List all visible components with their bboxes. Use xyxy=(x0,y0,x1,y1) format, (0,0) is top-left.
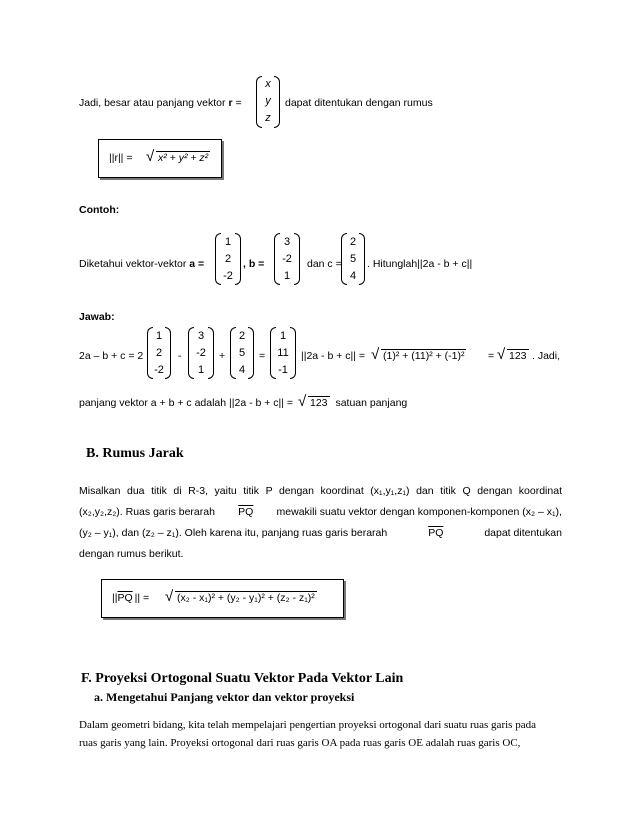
section-b-line-4: dengan rumus berikut. xyxy=(79,548,184,560)
jawab-matrix-3 xyxy=(230,327,254,379)
norm-r-radical: √ x² + y² + z² xyxy=(147,151,210,164)
norm-r-lhs: ||r|| = xyxy=(109,152,133,164)
m2-2: 1 xyxy=(197,364,205,376)
jawab-lhs: 2a – b + c = 2 xyxy=(79,350,144,362)
m2-0: 3 xyxy=(197,330,205,342)
vec-a-2: -2 xyxy=(223,270,233,282)
section-b-paragraph xyxy=(79,460,562,565)
vec-c-0: 2 xyxy=(349,236,357,248)
contoh-heading: Contoh: xyxy=(79,204,120,216)
vector-b-matrix xyxy=(274,233,300,285)
m4-1: 11 xyxy=(277,347,289,359)
vec-r-z: z xyxy=(265,112,271,124)
m1-2: -2 xyxy=(154,364,164,376)
jawab-norm: ||2a - b + c|| = xyxy=(301,350,366,362)
pq-overline-2: $\overline{PQ}$ xyxy=(428,527,444,539)
jawab-matrix-1 xyxy=(147,327,171,379)
jawab-radical: √ (1)² + (11)² + (-1)² xyxy=(372,349,466,362)
jawab-plus: + xyxy=(219,350,226,362)
vec-b-0: 3 xyxy=(283,236,291,248)
pq-overline: $\overline{PQ}$ xyxy=(238,506,254,518)
jawab-minus: - xyxy=(178,350,182,362)
pq-lhs: $||\overline{PQ}$ || = xyxy=(112,592,150,604)
vector-c-matrix xyxy=(341,233,365,285)
formula-box-pq xyxy=(101,579,344,618)
vec-a-0: 1 xyxy=(224,236,232,248)
c-label: dan c = xyxy=(307,258,342,270)
m3-1: 5 xyxy=(238,347,246,359)
jawab-conclusion: panjang vektor a + b + c adalah ||2a - b + c|| = √ 123 satuan panjang xyxy=(79,396,407,409)
contoh-intro: Diketahui vektor-vektor a = xyxy=(79,258,205,270)
b-label: , b = xyxy=(243,258,265,270)
vec-c-1: 5 xyxy=(349,253,357,265)
vec-c-2: 4 xyxy=(349,270,357,282)
m3-2: 4 xyxy=(238,364,246,376)
section-b-line-3: (y₂ – y₁), dan (z₂ – z₁). Oleh karena itu, panjang ruas garis berarah $\overline{PQ}$ dapat ditentukan xyxy=(79,523,562,544)
section-f-line-1: Dalam geometri bidang, kita telah mempelajari pengertian proyeksi ortogonal dari suatu ruas garis pada xyxy=(79,719,536,731)
jawab-matrix-2 xyxy=(188,327,214,379)
vector-a-matrix xyxy=(215,233,241,285)
m1-0: 1 xyxy=(155,330,163,342)
section-f-subtitle: a. Mengetahui Panjang vektor dan vektor proyeksi xyxy=(94,690,355,704)
jawab-equals: = xyxy=(259,350,266,362)
pq-radical: √ (x₂ - x₁)² + (y₂ - y₁)² + (z₂ - z₁)² xyxy=(166,591,317,604)
section-b-title: B. Rumus Jarak xyxy=(86,446,184,461)
vector-r-matrix xyxy=(256,76,280,128)
section-b-line-1: Misalkan dua titik di R-3, yaitu titik P dengan koordinat (x₁,y₁,z₁) dan titik Q dengan koordinat xyxy=(79,485,562,497)
vec-b-2: 1 xyxy=(283,270,291,282)
jawab-matrix-4 xyxy=(270,327,296,379)
section-f-paragraph xyxy=(79,716,569,752)
m2-1: -2 xyxy=(196,347,206,359)
m4-0: 1 xyxy=(279,330,287,342)
m1-1: 2 xyxy=(155,347,163,359)
jawab-radical-2: √ 123 xyxy=(498,349,529,362)
contoh-question: . Hitunglah||2a - b + c|| xyxy=(367,258,473,270)
jawab-eq2: = xyxy=(488,350,495,362)
jawab-heading: Jawab: xyxy=(79,311,115,323)
m4-2: -1 xyxy=(278,364,288,376)
intro-after-text: dapat ditentukan dengan rumus xyxy=(285,97,433,109)
m3-0: 2 xyxy=(238,330,246,342)
vec-r-x: x xyxy=(265,78,271,90)
vec-b-1: -2 xyxy=(282,253,292,265)
vec-a-1: 2 xyxy=(224,253,232,265)
section-f-title: F. Proyeksi Ortogonal Suatu Vektor Pada Vektor Lain xyxy=(81,671,404,686)
jawab-tail: . Jadi, xyxy=(532,350,561,362)
intro-text: Jadi, besar atau panjang vektor r = xyxy=(79,97,242,109)
formula-box-norm-r xyxy=(98,139,222,178)
section-b-line-2: (x₂,y₂,z₂). Ruas garis berarah $\overline{PQ}$ mewakili suatu vektor dengan komponen-komponen (x₂ – x₁), xyxy=(79,502,562,523)
section-f-line-2: ruas garis yang lain. Proyeksi ortogonal dari ruas garis OA pada ruas garis OE adalah ruas garis OC, xyxy=(79,737,521,749)
vec-r-y: y xyxy=(265,95,271,107)
